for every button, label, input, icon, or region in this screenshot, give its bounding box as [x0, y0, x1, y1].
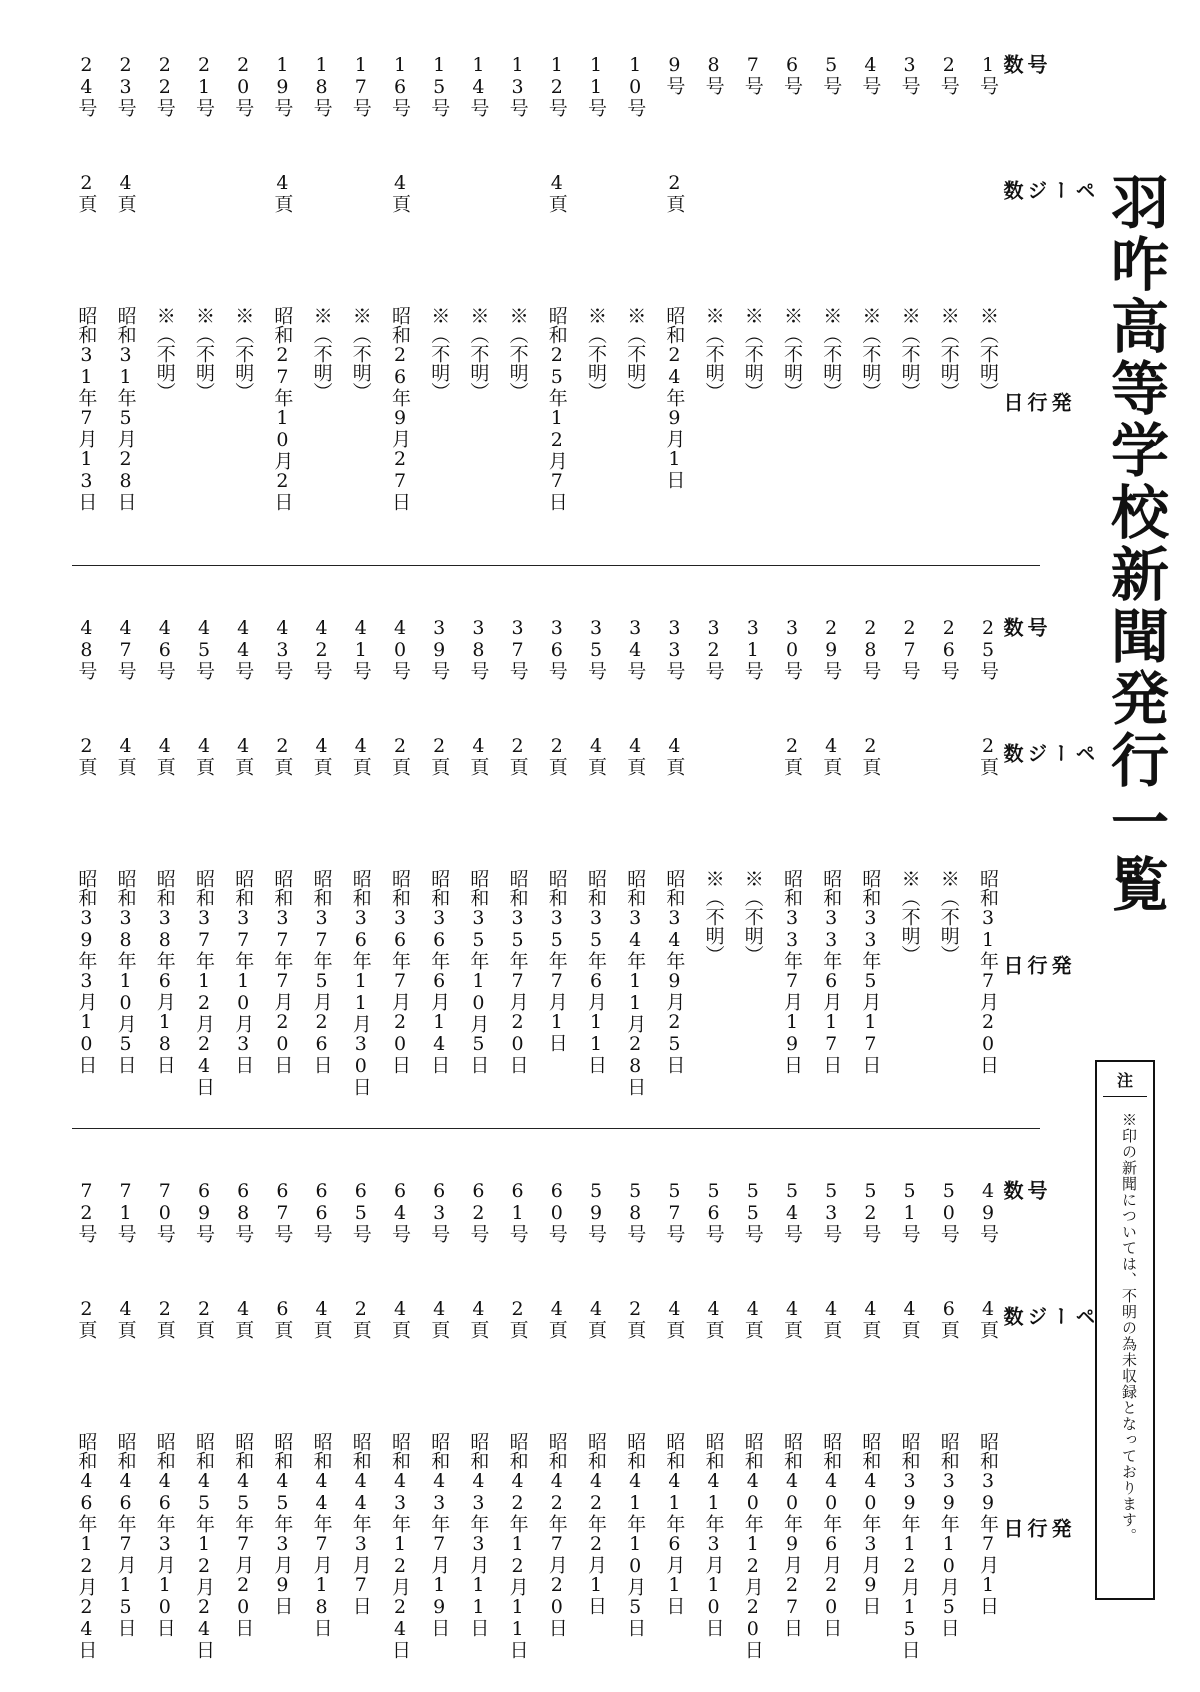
issue-number: 62号	[467, 1180, 490, 1243]
table-entry	[380, 54, 420, 554]
page-count: 4頁	[467, 735, 490, 776]
table-entry	[458, 617, 498, 1117]
note-divider	[1103, 1096, 1147, 1097]
issue-date: ※（不明）	[506, 306, 529, 401]
page-count: 4頁	[232, 735, 255, 776]
issue-date: ※（不明）	[898, 306, 921, 401]
issue-number: 17号	[349, 54, 372, 117]
issue-date: 昭和41年10月5日	[624, 1432, 647, 1637]
issue-date: ※（不明）	[428, 306, 451, 401]
page-count: 4頁	[624, 735, 647, 776]
issue-date: 昭和35年7月1日	[545, 869, 568, 1052]
page-count: 4頁	[349, 735, 372, 776]
issue-date: 昭和39年3月10日	[75, 869, 98, 1074]
issue-number: 1号	[977, 54, 999, 95]
issue-date: 昭和43年12月24日	[389, 1432, 411, 1659]
table-entry	[654, 617, 694, 1117]
page-count: 4頁	[114, 735, 137, 776]
issue-number: 19号	[271, 54, 294, 117]
page-count: 2頁	[545, 735, 568, 776]
table-entry	[772, 54, 812, 554]
issue-number: 10号	[624, 54, 647, 117]
issue-date: 昭和38年10月5日	[114, 869, 137, 1074]
table-entry	[811, 54, 851, 554]
issue-number: 12号	[545, 54, 568, 117]
table-entry	[890, 617, 930, 1117]
note-box	[1095, 1060, 1155, 1600]
issue-number: 31号	[741, 617, 764, 680]
issue-number: 27号	[898, 617, 921, 680]
issue-date: 昭和31年5月28日	[114, 306, 137, 511]
page-count: 2頁	[389, 735, 411, 776]
section-divider	[72, 565, 1040, 566]
issue-number: 41号	[349, 617, 372, 680]
issue-date: 昭和40年6月20日	[820, 1432, 843, 1637]
page-count: 4頁	[271, 172, 294, 213]
page-count: 2頁	[663, 172, 686, 213]
table-entry	[968, 1180, 1008, 1680]
issue-date: 昭和43年3月11日	[467, 1432, 490, 1637]
table-entry	[498, 1180, 538, 1680]
page-count: 2頁	[75, 1298, 98, 1339]
issue-date: 昭和33年6月17日	[820, 869, 843, 1074]
issue-date: 昭和33年5月17日	[859, 869, 882, 1074]
table-entry	[458, 1180, 498, 1680]
issue-date: 昭和46年3月10日	[153, 1432, 176, 1637]
issue-date: 昭和44年3月7日	[349, 1432, 372, 1615]
issue-date: ※（不明）	[977, 306, 999, 401]
issue-number: 63号	[428, 1180, 451, 1243]
table-entry	[419, 617, 459, 1117]
issue-number: 43号	[271, 617, 294, 680]
table-entry	[380, 1180, 420, 1680]
issue-number: 33号	[663, 617, 686, 680]
issue-date: 昭和35年6月11日	[585, 869, 607, 1074]
table-entry	[654, 1180, 694, 1680]
table-entry	[615, 1180, 655, 1680]
table-entry	[576, 1180, 616, 1680]
table-entry	[341, 1180, 381, 1680]
issue-number: 44号	[232, 617, 255, 680]
table-entry	[262, 617, 302, 1117]
table-entry	[772, 1180, 812, 1680]
issue-number: 42号	[310, 617, 333, 680]
issue-date: 昭和26年9月27日	[389, 306, 411, 511]
page-count: 4頁	[585, 1298, 607, 1339]
issue-number: 14号	[467, 54, 490, 117]
issue-number: 54号	[781, 1180, 803, 1243]
issue-date: ※（不明）	[467, 306, 490, 401]
page-count: 4頁	[663, 735, 686, 776]
issue-number: 24号	[75, 54, 98, 117]
table-entry	[223, 1180, 263, 1680]
issue-number: 40号	[389, 617, 411, 680]
page-count: 2頁	[75, 735, 98, 776]
issue-date: 昭和38年6月18日	[153, 869, 176, 1074]
table-entry	[890, 1180, 930, 1680]
issue-number: 57号	[663, 1180, 686, 1243]
table-entry	[694, 1180, 734, 1680]
issue-number: 34号	[624, 617, 647, 680]
table-entry	[66, 1180, 106, 1680]
issue-date: 昭和41年3月10日	[702, 1432, 725, 1637]
page-count: 4頁	[153, 735, 176, 776]
issue-number: 39号	[428, 617, 451, 680]
issue-number: 46号	[153, 617, 176, 680]
issue-number: 4号	[859, 54, 882, 95]
page-count: 2頁	[193, 1298, 215, 1339]
table-entry	[262, 54, 302, 554]
header-number: 号数	[1000, 1180, 1048, 1200]
note-label: 注	[1116, 1071, 1133, 1090]
issue-number: 61号	[506, 1180, 529, 1243]
table-entry	[968, 617, 1008, 1117]
table-entry	[811, 617, 851, 1117]
issue-date: 昭和46年12月24日	[75, 1432, 98, 1659]
table-entry	[341, 54, 381, 554]
issue-date: ※（不明）	[310, 306, 333, 401]
page-count: 4頁	[820, 1298, 843, 1339]
table-entry	[694, 54, 734, 554]
issue-date: 昭和40年12月20日	[741, 1432, 764, 1659]
table-entry	[380, 617, 420, 1117]
issue-date: 昭和37年12月24日	[193, 869, 215, 1096]
issue-number: 72号	[75, 1180, 98, 1243]
issue-number: 66号	[310, 1180, 333, 1243]
issue-number: 38号	[467, 617, 490, 680]
issue-date: 昭和45年3月9日	[271, 1432, 294, 1615]
table-entry	[850, 54, 890, 554]
issue-date: 昭和42年2月1日	[585, 1432, 607, 1615]
table-entry	[733, 1180, 773, 1680]
issue-number: 50号	[937, 1180, 960, 1243]
note-text: ※印の新聞については、不明の為未収録となっております。	[1120, 1112, 1138, 1544]
header-pages: ページ数	[1000, 743, 1096, 763]
page-count: 2頁	[977, 735, 999, 776]
page-count: 4頁	[114, 1298, 137, 1339]
issue-number: 11号	[585, 54, 607, 117]
issue-date: ※（不明）	[937, 306, 960, 401]
page-count: 2頁	[859, 735, 882, 776]
issue-number: 35号	[585, 617, 607, 680]
issue-number: 22号	[153, 54, 176, 117]
page-count: 2頁	[349, 1298, 372, 1339]
issue-number: 55号	[741, 1180, 764, 1243]
header-pages: ページ数	[1000, 180, 1096, 200]
page-count: 2頁	[781, 735, 803, 776]
page-count: 2頁	[506, 735, 529, 776]
header-number: 号数	[1000, 617, 1048, 637]
issue-number: 49号	[977, 1180, 999, 1243]
table-entry	[615, 617, 655, 1117]
table-entry	[184, 54, 224, 554]
header-date: 発行日	[1000, 1518, 1072, 1538]
table-entry	[145, 54, 185, 554]
table-entry	[145, 1180, 185, 1680]
page-count: 2頁	[428, 735, 451, 776]
issue-date: ※（不明）	[898, 869, 921, 964]
issue-number: 47号	[114, 617, 137, 680]
table-entry	[694, 617, 734, 1117]
issue-date: ※（不明）	[820, 306, 843, 401]
issue-date: 昭和37年7月20日	[271, 869, 294, 1074]
table-entry	[576, 54, 616, 554]
issue-number: 60号	[545, 1180, 568, 1243]
table-entry	[811, 1180, 851, 1680]
page-count: 4頁	[114, 172, 137, 213]
issue-date: ※（不明）	[741, 306, 764, 401]
header-number: 号数	[1000, 54, 1048, 74]
page-count: 2頁	[506, 1298, 529, 1339]
issue-date: ※（不明）	[153, 306, 176, 401]
issue-date: 昭和24年9月1日	[663, 306, 686, 489]
page-count: 4頁	[310, 1298, 333, 1339]
table-entry	[184, 617, 224, 1117]
issue-number: 58号	[624, 1180, 647, 1243]
table-entry	[106, 617, 146, 1117]
issue-date: 昭和36年7月20日	[389, 869, 411, 1074]
issue-number: 2号	[937, 54, 960, 95]
table-entry	[66, 54, 106, 554]
page-title: 羽咋高等学校新聞発行一覧	[1101, 172, 1169, 916]
issue-date: ※（不明）	[702, 306, 725, 401]
table-entry	[66, 617, 106, 1117]
issue-date: ※（不明）	[232, 306, 255, 401]
table-entry	[929, 617, 969, 1117]
table-entry	[615, 54, 655, 554]
issue-date: 昭和31年7月20日	[977, 869, 999, 1074]
issue-date: 昭和39年12月15日	[898, 1432, 921, 1659]
page-count: 4頁	[428, 1298, 451, 1339]
issue-number: 48号	[75, 617, 98, 680]
table-entry	[145, 617, 185, 1117]
page-count: 4頁	[820, 735, 843, 776]
issue-date: 昭和35年10月5日	[467, 869, 490, 1074]
issue-number: 28号	[859, 617, 882, 680]
issue-date: 昭和45年12月24日	[193, 1432, 215, 1659]
page-count: 4頁	[545, 1298, 568, 1339]
issue-date: ※（不明）	[781, 306, 803, 401]
page-count: 6頁	[937, 1298, 960, 1339]
issue-number: 21号	[193, 54, 215, 117]
page-count: 2頁	[153, 1298, 176, 1339]
table-entry	[498, 54, 538, 554]
issue-number: 7号	[741, 54, 764, 95]
page-count: 4頁	[741, 1298, 764, 1339]
issue-number: 5号	[820, 54, 843, 95]
page-count: 2頁	[624, 1298, 647, 1339]
table-entry	[537, 54, 577, 554]
issue-number: 36号	[545, 617, 568, 680]
issue-date: 昭和34年11月28日	[624, 869, 647, 1096]
issue-date: 昭和25年12月7日	[545, 306, 568, 511]
header-date: 発行日	[1000, 955, 1072, 975]
page-count: 4頁	[663, 1298, 686, 1339]
issue-number: 13号	[506, 54, 529, 117]
page-count: 4頁	[310, 735, 333, 776]
table-entry	[850, 617, 890, 1117]
issue-number: 71号	[114, 1180, 137, 1243]
page-count: 4頁	[545, 172, 568, 213]
issue-number: 68号	[232, 1180, 255, 1243]
page-count: 4頁	[585, 735, 607, 776]
issue-date: 昭和42年7月20日	[545, 1432, 568, 1637]
table-entry	[341, 617, 381, 1117]
table-entry	[772, 617, 812, 1117]
issue-number: 30号	[781, 617, 803, 680]
page-count: 4頁	[389, 1298, 411, 1339]
issue-date: ※（不明）	[702, 869, 725, 964]
table-entry	[184, 1180, 224, 1680]
issue-number: 52号	[859, 1180, 882, 1243]
issue-number: 26号	[937, 617, 960, 680]
page-count: 4頁	[232, 1298, 255, 1339]
issue-date: 昭和37年10月3日	[232, 869, 255, 1074]
issue-date: ※（不明）	[585, 306, 607, 401]
table-entry	[537, 1180, 577, 1680]
table-entry	[929, 1180, 969, 1680]
issue-number: 29号	[820, 617, 843, 680]
issue-number: 20号	[232, 54, 255, 117]
issue-date: 昭和42年12月11日	[506, 1432, 529, 1659]
page-count: 4頁	[781, 1298, 803, 1339]
page-count: 2頁	[75, 172, 98, 213]
issue-number: 45号	[193, 617, 215, 680]
page-count: 4頁	[389, 172, 411, 213]
page-count: 4頁	[467, 1298, 490, 1339]
table-entry	[302, 54, 342, 554]
issue-date: 昭和39年10月5日	[937, 1432, 960, 1637]
issue-number: 65号	[349, 1180, 372, 1243]
issue-date: ※（不明）	[859, 306, 882, 401]
page-count: 4頁	[898, 1298, 921, 1339]
page-count: 4頁	[702, 1298, 725, 1339]
issue-date: 昭和41年6月1日	[663, 1432, 686, 1615]
table-entry	[537, 617, 577, 1117]
issue-number: 64号	[389, 1180, 411, 1243]
issue-number: 6号	[781, 54, 803, 95]
table-entry	[106, 1180, 146, 1680]
issue-number: 32号	[702, 617, 725, 680]
page-count: 6頁	[271, 1298, 294, 1339]
table-entry	[419, 1180, 459, 1680]
table-entry	[890, 54, 930, 554]
table-entry	[968, 54, 1008, 554]
issue-date: 昭和36年6月14日	[428, 869, 451, 1074]
table-entry	[929, 54, 969, 554]
issue-number: 18号	[310, 54, 333, 117]
table-entry	[262, 1180, 302, 1680]
issue-date: 昭和37年5月26日	[310, 869, 333, 1074]
issue-number: 15号	[428, 54, 451, 117]
page-count: 2頁	[271, 735, 294, 776]
page-count: 4頁	[977, 1298, 999, 1339]
table-entry	[223, 617, 263, 1117]
table-entry	[850, 1180, 890, 1680]
issue-date: 昭和31年7月13日	[75, 306, 98, 511]
section-divider	[72, 1128, 1040, 1129]
issue-number: 3号	[898, 54, 921, 95]
issue-number: 23号	[114, 54, 137, 117]
table-entry	[302, 1180, 342, 1680]
header-date: 発行日	[1000, 392, 1072, 412]
issue-date: 昭和27年10月2日	[271, 306, 294, 511]
issue-date: 昭和45年7月20日	[232, 1432, 255, 1637]
table-entry	[223, 54, 263, 554]
issue-date: 昭和40年3月9日	[859, 1432, 882, 1615]
issue-date: 昭和33年7月19日	[781, 869, 803, 1074]
issue-date: 昭和39年7月1日	[977, 1432, 999, 1615]
table-entry	[733, 617, 773, 1117]
issue-date: ※（不明）	[741, 869, 764, 964]
issue-date: 昭和35年7月20日	[506, 869, 529, 1074]
issue-number: 67号	[271, 1180, 294, 1243]
table-entry	[498, 617, 538, 1117]
issue-date: 昭和44年7月18日	[310, 1432, 333, 1637]
issue-number: 51号	[898, 1180, 921, 1243]
issue-number: 70号	[153, 1180, 176, 1243]
header-pages: ページ数	[1000, 1306, 1096, 1326]
table-entry	[302, 617, 342, 1117]
issue-date: 昭和34年9月25日	[663, 869, 686, 1074]
table-entry	[106, 54, 146, 554]
issue-date: ※（不明）	[937, 869, 960, 964]
table-entry	[733, 54, 773, 554]
issue-number: 25号	[977, 617, 999, 680]
issue-date: ※（不明）	[349, 306, 372, 401]
issue-number: 53号	[820, 1180, 843, 1243]
issue-number: 9号	[663, 54, 686, 95]
table-entry	[458, 54, 498, 554]
table-entry	[576, 617, 616, 1117]
issue-number: 56号	[702, 1180, 725, 1243]
issue-number: 69号	[193, 1180, 215, 1243]
issue-number: 16号	[389, 54, 411, 117]
issue-number: 59号	[585, 1180, 607, 1243]
issue-date: 昭和36年11月30日	[349, 869, 372, 1096]
table-entry	[419, 54, 459, 554]
issue-number: 37号	[506, 617, 529, 680]
issue-date: 昭和43年7月19日	[428, 1432, 451, 1637]
issue-date: 昭和46年7月15日	[114, 1432, 137, 1637]
issue-date: ※（不明）	[624, 306, 647, 401]
table-entry	[654, 54, 694, 554]
page-count: 4頁	[193, 735, 215, 776]
issue-number: 8号	[702, 54, 725, 95]
issue-date: ※（不明）	[193, 306, 215, 401]
issue-date: 昭和40年9月27日	[781, 1432, 803, 1637]
page-count: 4頁	[859, 1298, 882, 1339]
